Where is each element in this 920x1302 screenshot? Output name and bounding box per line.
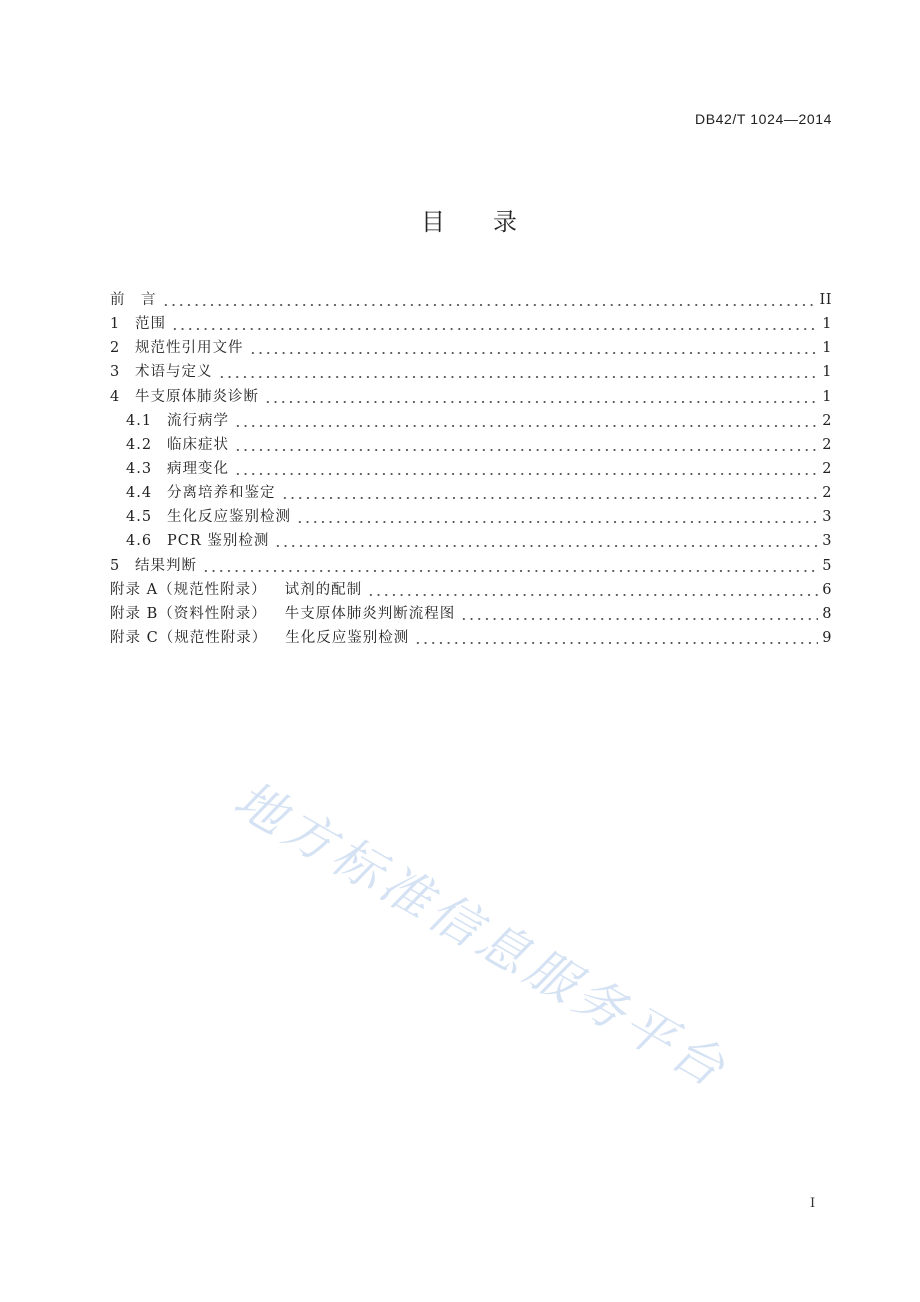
document-code: DB42/T 1024—2014: [695, 111, 832, 127]
dot-leader: [202, 554, 818, 578]
dot-leader: [162, 288, 816, 312]
dot-leader: [218, 360, 819, 384]
toc-entry-title: 规范性引用文件: [135, 340, 244, 357]
toc-entry-title: 范围: [135, 316, 166, 333]
toc-entry-title: 牛支原体肺炎诊断: [135, 388, 259, 405]
toc-entry-page: 3: [822, 509, 832, 526]
toc-subentry: [110, 505, 832, 529]
toc-entry-title: 牛支原体肺炎判断流程图: [284, 605, 456, 622]
toc-entry-title: 试剂的配制: [284, 581, 363, 598]
toc-entry-page: 2: [822, 412, 832, 429]
toc-entry-number: 2: [110, 340, 121, 357]
dot-leader: [234, 457, 818, 481]
toc-entry-page: 5: [822, 557, 832, 574]
toc-subentry: [110, 457, 832, 481]
toc-entry: [110, 312, 832, 336]
toc-appendix-label: 附录 C（规范性附录）: [110, 630, 268, 647]
dot-leader: [249, 336, 819, 360]
dot-leader: [274, 529, 818, 553]
table-of-contents: [110, 288, 832, 650]
toc-entry: [110, 385, 832, 409]
toc-entry-title: 生化反应鉴别检测: [285, 630, 410, 647]
toc-entry-number: 4.2: [126, 436, 153, 453]
toc-entry-page: 1: [822, 364, 832, 381]
page-number: I: [810, 1196, 816, 1211]
toc-entry-page: 9: [822, 630, 832, 647]
toc-entry-page: 2: [822, 485, 832, 502]
toc-subentry: [110, 409, 832, 433]
toc-appendix-label: 附录 B（资料性附录）: [110, 605, 267, 622]
toc-entry-number: 1: [110, 316, 121, 333]
dot-leader: [234, 409, 818, 433]
toc-entry-page: II: [819, 292, 832, 309]
toc-appendix-entry: [110, 578, 832, 602]
toc-entry-title: 分离培养和鉴定: [167, 485, 276, 502]
toc-entry-number: 4.6: [126, 533, 153, 550]
toc-entry-number: 4: [110, 388, 121, 405]
dot-leader: [367, 578, 818, 602]
toc-entry-title: 流行病学: [167, 412, 229, 429]
toc-appendix-entry: [110, 626, 832, 650]
toc-entry-number: 3: [110, 364, 121, 381]
dot-leader: [264, 385, 818, 409]
toc-subentry: [110, 433, 832, 457]
dot-leader: [296, 505, 818, 529]
toc-entry: [110, 336, 832, 360]
toc-entry-page: 6: [822, 581, 832, 598]
toc-appendix-entry: [110, 602, 832, 626]
toc-entry-page: 8: [822, 605, 832, 622]
toc-entry-title: 前 言: [110, 292, 157, 309]
toc-entry-number: 4.4: [126, 485, 153, 502]
watermark: 地方标准信息服务平台: [224, 769, 739, 1101]
toc-entry-page: 3: [822, 533, 832, 550]
toc-entry-page: 1: [822, 340, 832, 357]
toc-subentry: [110, 529, 832, 553]
toc-entry-page: 1: [822, 388, 832, 405]
dot-leader: [460, 602, 818, 626]
toc-entry-title: 结果判断: [135, 557, 197, 574]
toc-entry-page: 1: [822, 316, 832, 333]
toc-entry-title: 术语与定义: [135, 364, 213, 381]
dot-leader: [234, 433, 818, 457]
toc-entry-foreword: [110, 288, 832, 312]
toc-entry-number: 4.1: [126, 412, 153, 429]
dot-leader: [281, 481, 819, 505]
toc-entry-page: 2: [822, 461, 832, 478]
toc-entry-title: 病理变化: [167, 461, 229, 478]
toc-entry-number: 4.5: [126, 509, 153, 526]
toc-entry-title: 生化反应鉴别检测: [167, 509, 291, 526]
page-title: 目 录: [421, 208, 517, 236]
toc-entry: [110, 360, 832, 384]
toc-entry-page: 2: [822, 436, 832, 453]
dot-leader: [414, 626, 818, 650]
toc-subentry: [110, 481, 832, 505]
toc-entry-number: 5: [110, 557, 121, 574]
toc-entry: [110, 554, 832, 578]
toc-entry-number: 4.3: [126, 461, 153, 478]
toc-appendix-label: 附录 A（规范性附录）: [110, 581, 267, 598]
toc-entry-title: PCR 鉴别检测: [167, 533, 270, 550]
dot-leader: [171, 312, 818, 336]
toc-entry-title: 临床症状: [167, 436, 229, 453]
